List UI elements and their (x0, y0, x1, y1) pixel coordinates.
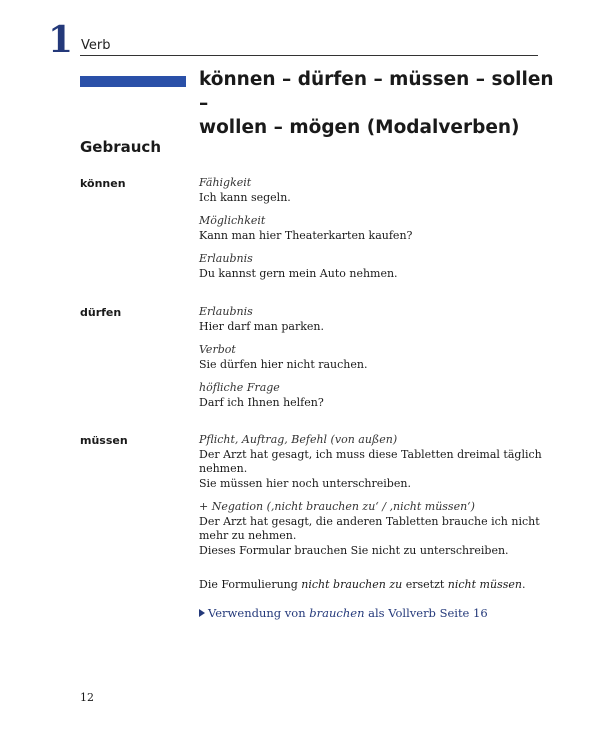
usage-label: Möglichkeit (199, 214, 266, 227)
usage-entry (199, 214, 544, 243)
example-sentence: Der Arzt hat gesagt, ich muss diese Tabletten dreimal täglich (199, 447, 542, 461)
usage-entry (199, 252, 544, 281)
page-title-line-1: können – dürfen – müssen – sollen – (199, 69, 554, 114)
usage-entry (199, 343, 544, 372)
crossref-part: als Vollverb Seite 16 (364, 606, 488, 620)
note-part: ersetzt (402, 578, 448, 591)
usage-label: Pflicht, Auftrag, Befehl (von außen) (199, 433, 398, 446)
example-sentence: Ich kann segeln. (199, 190, 291, 204)
usage-entry (199, 500, 544, 558)
usage-label: Fähigkeit (199, 176, 252, 189)
usage-label: + Negation (‚nicht brauchen zu‘ / ‚nicht müssen‘) (199, 500, 475, 513)
verb-entries-duerfen (199, 305, 544, 419)
chapter-title: Verb (81, 38, 111, 53)
usage-label: höfliche Frage (199, 381, 280, 394)
verb-entries-koennen (199, 176, 544, 290)
chapter-number: 1 (48, 19, 74, 61)
note-part-italic: nicht müssen (447, 578, 522, 591)
example-sentence: Sie dürfen hier nicht rauchen. (199, 357, 368, 371)
verb-label-muessen: müssen (80, 434, 128, 447)
example-sentence: nehmen. (199, 462, 248, 475)
example-sentence: Sie müssen hier noch unterschreiben. (199, 476, 411, 490)
example-sentence: Du kannst gern mein Auto nehmen. (199, 266, 398, 280)
cross-reference-link[interactable] (199, 606, 488, 620)
note-text (199, 578, 544, 591)
usage-entry (199, 305, 544, 334)
example-sentence: Hier darf man parken. (199, 319, 324, 333)
example-sentence: Dieses Formular brauchen Sie nicht zu unterschreiben. (199, 543, 509, 557)
note-part: . (521, 578, 526, 591)
usage-entry (199, 433, 544, 491)
crossref-part: Verwendung von (208, 606, 310, 620)
page-number: 12 (80, 691, 94, 704)
title-accent-bar (80, 76, 186, 87)
note-part: Die Formulierung (199, 578, 302, 591)
header-rule (80, 55, 538, 56)
verb-entries-muessen (199, 433, 544, 567)
usage-label: Erlaubnis (199, 305, 253, 318)
verb-label-koennen: können (80, 177, 126, 190)
usage-label: Verbot (199, 343, 236, 356)
example-sentence: Kann man hier Theaterkarten kaufen? (199, 228, 413, 242)
note-part-italic: nicht brauchen zu (301, 578, 403, 591)
example-sentence: mehr zu nehmen. (199, 529, 297, 542)
verb-label-duerfen: dürfen (80, 306, 122, 319)
page-title-line-2: wollen – mögen (Modalverben) (199, 117, 520, 138)
usage-entry (199, 381, 544, 410)
triangle-right-icon (199, 609, 205, 617)
page-title (199, 68, 559, 140)
usage-label: Erlaubnis (199, 252, 253, 265)
section-heading: Gebrauch (80, 138, 161, 156)
example-sentence: Darf ich Ihnen helfen? (199, 395, 324, 409)
usage-entry (199, 176, 544, 205)
crossref-part-italic: brauchen (309, 606, 365, 620)
example-sentence: Der Arzt hat gesagt, die anderen Tabletten brauche ich nicht (199, 514, 540, 528)
